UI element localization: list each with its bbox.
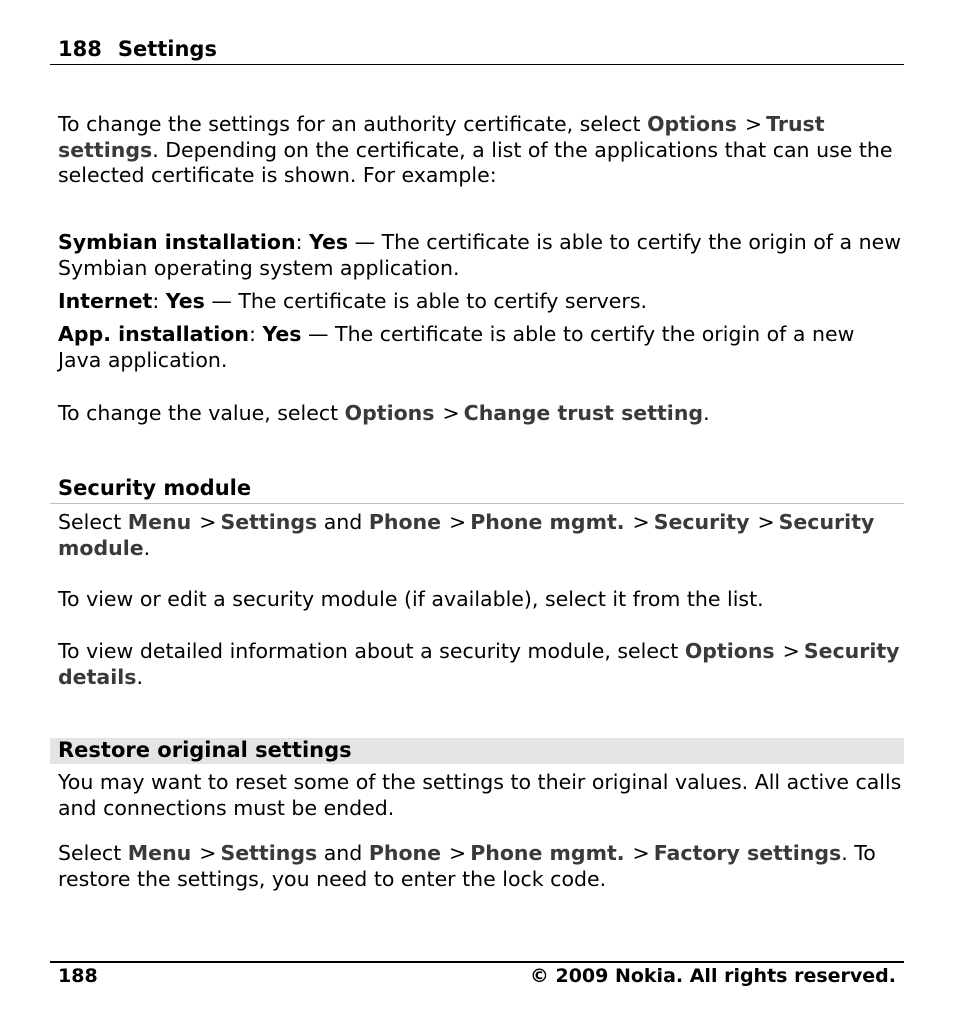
item-value: Yes	[262, 322, 302, 346]
security-module-path	[58, 510, 903, 561]
security-details-paragraph	[58, 639, 903, 690]
change-value-paragraph	[58, 401, 903, 427]
item-symbian-installation	[58, 230, 903, 281]
intro-text: To change the settings for an authority certificate, select	[58, 112, 648, 136]
and-text: and	[317, 510, 369, 534]
path-separator: >	[782, 639, 800, 663]
heading-restore-original-settings: Restore original settings	[58, 738, 352, 762]
heading-rule	[50, 503, 904, 504]
menu-phone: Phone	[368, 841, 442, 865]
and-text: and	[317, 841, 369, 865]
menu-options: Options	[344, 401, 435, 425]
footer-rule	[50, 961, 904, 963]
item-label: App. installation	[58, 322, 249, 346]
item-label: Internet	[58, 289, 153, 313]
path-separator: >	[449, 510, 467, 534]
menu-security-details: Security details	[58, 639, 900, 689]
footer-copyright: © 2009 Nokia. All rights reserved.	[529, 965, 896, 987]
menu-settings: Settings	[220, 841, 318, 865]
path-separator: >	[199, 510, 217, 534]
menu-settings: Settings	[220, 510, 318, 534]
details-text: To view detailed information about a security module, select	[58, 639, 685, 663]
path-separator: >	[744, 112, 763, 136]
menu-options: Options	[684, 639, 775, 663]
path-separator: >	[442, 401, 460, 425]
item-description: — The certificate is able to certify the origin of a new Java application.	[58, 322, 855, 372]
period: .	[143, 535, 151, 560]
item-colon: :	[152, 289, 166, 313]
menu-trust-settings: Trust settings	[58, 112, 825, 162]
view-edit-paragraph: To view or edit a security module (if available), select it from the list.	[58, 587, 764, 611]
menu-options: Options	[647, 112, 737, 136]
running-header	[58, 37, 217, 61]
header-rule	[50, 64, 904, 65]
item-description: — The certificate is able to certify the origin of a new Symbian operating system application.	[58, 230, 901, 280]
item-description: — The certificate is able to certify servers.	[204, 289, 648, 313]
menu-menu: Menu	[127, 841, 192, 865]
intro-paragraph	[58, 112, 903, 189]
menu-phone: Phone	[368, 510, 442, 534]
heading-security-module: Security module	[58, 476, 252, 500]
item-colon: :	[249, 322, 263, 346]
period: .	[136, 664, 143, 689]
item-internet	[58, 289, 903, 315]
select-text: Select	[58, 841, 128, 865]
menu-phone-mgmt: Phone mgmt.	[470, 510, 625, 534]
path-separator: >	[199, 841, 217, 865]
path-separator: >	[632, 841, 650, 865]
intro-text-cont: . Depending on the certificate, a list of the applications that can use the selected certificate is shown. For example:	[58, 137, 893, 187]
item-value: Yes	[165, 289, 205, 313]
select-text: Select	[58, 510, 128, 534]
change-value-text: To change the value, select	[58, 401, 345, 425]
header-page-number: 188	[58, 37, 102, 61]
item-app-installation	[58, 322, 903, 373]
restore-path	[58, 841, 903, 892]
restore-intro-paragraph: You may want to reset some of the settings to their original values. All active calls and connections must be ended.	[58, 770, 902, 820]
item-value: Yes	[309, 230, 349, 254]
item-colon: :	[295, 230, 310, 254]
menu-factory-settings: Factory settings	[653, 841, 842, 865]
period: .	[703, 401, 710, 425]
menu-security-module: Security module	[58, 510, 875, 560]
path-separator: >	[449, 841, 467, 865]
menu-menu: Menu	[127, 510, 192, 534]
path-separator: >	[757, 510, 775, 534]
item-label: Symbian installation	[58, 230, 296, 254]
header-title: Settings	[117, 37, 217, 61]
restore-text-cont: . To restore the settings, you need to enter the lock code.	[58, 841, 876, 891]
menu-phone-mgmt: Phone mgmt.	[470, 841, 625, 865]
path-separator: >	[632, 510, 650, 534]
menu-change-trust-setting: Change trust setting	[463, 401, 704, 425]
menu-security: Security	[653, 510, 750, 534]
footer-page-number: 188	[58, 965, 98, 987]
